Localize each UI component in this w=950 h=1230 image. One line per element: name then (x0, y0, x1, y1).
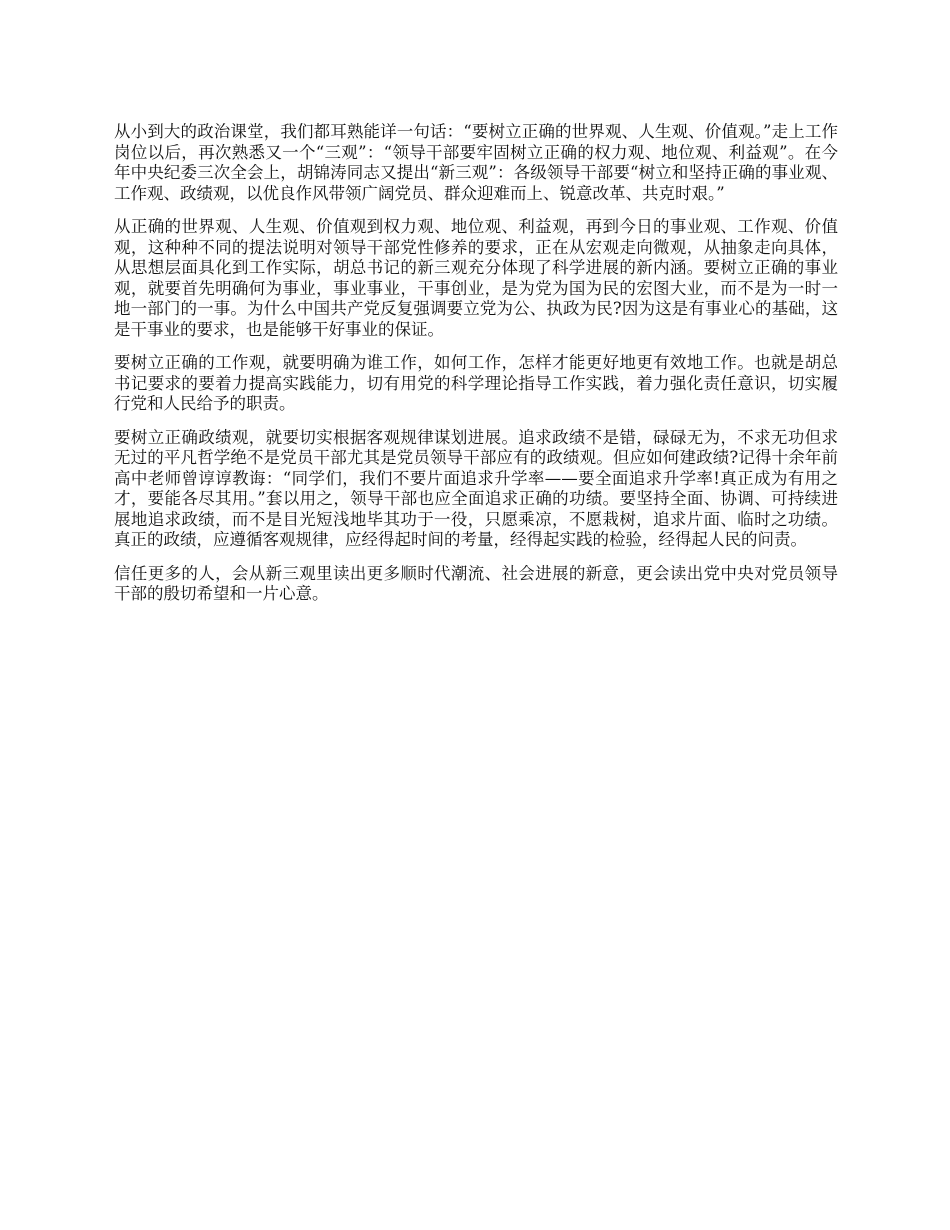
document-body (114, 122, 838, 618)
paragraph-1: 从小到大的政治课堂，我们都耳熟能详一句话：“要树立正确的世界观、人生观、价值观。”走上工作岗位以后，再次熟悉又一个“三观”：“领导干部要牢固树立正确的权力观、地位观、利益观”。在今年中央纪委三次全会上，胡锦涛同志又提出“新三观”：各级领导干部要“树立和坚持正确的事业观、工作观、政绩观，以优良作风带领广阔党员、群众迎难而上、锐意改革、共克时艰。” (114, 122, 838, 203)
paragraph-4: 要树立正确政绩观，就要切实根据客观规律谋划进展。追求政绩不是错，碌碌无为，不求无功但求无过的平凡哲学绝不是党员干部尤其是党员领导干部应有的政绩观。但应如何建政绩?记得十余年前高中老师曾谆谆教诲：“同学们，我们不要片面追求升学率——要全面追求升学率!真正成为有用之才，要能各尽其用。”套以用之，领导干部也应全面追求正确的功绩。要坚持全面、协调、可持续进展地追求政绩，而不是目光短浅地毕其功于一役，只愿乘凉，不愿栽树，追求片面、临时之功绩。真正的政绩，应遵循客观规律，应经得起时间的考量，经得起实践的检验，经得起人民的问责。 (114, 427, 838, 549)
paragraph-2: 从正确的世界观、人生观、价值观到权力观、地位观、利益观，再到今日的事业观、工作观、价值观，这种种不同的提法说明对领导干部党性修养的要求，正在从宏观走向微观，从抽象走向具体，从思想层面具化到工作实际，胡总书记的新三观充分体现了科学进展的新内涵。要树立正确的事业观，就要首先明确何为事业，事业事业，干事创业，是为党为国为民的宏图大业，而不是为一时一地一部门的一事。为什么中国共产党反复强调要立党为公、执政为民?因为这是有事业心的基础，这是干事业的要求，也是能够干好事业的保证。 (114, 217, 838, 339)
paragraph-5: 信任更多的人，会从新三观里读出更多顺时代潮流、社会进展的新意，更会读出党中央对党员领导干部的殷切希望和一片心意。 (114, 563, 838, 603)
paragraph-3: 要树立正确的工作观，就要明确为谁工作，如何工作，怎样才能更好地更有效地工作。也就是胡总书记要求的要着力提高实践能力，切有用党的科学理论指导工作实践，着力强化责任意识，切实履行党和人民给予的职责。 (114, 353, 838, 413)
